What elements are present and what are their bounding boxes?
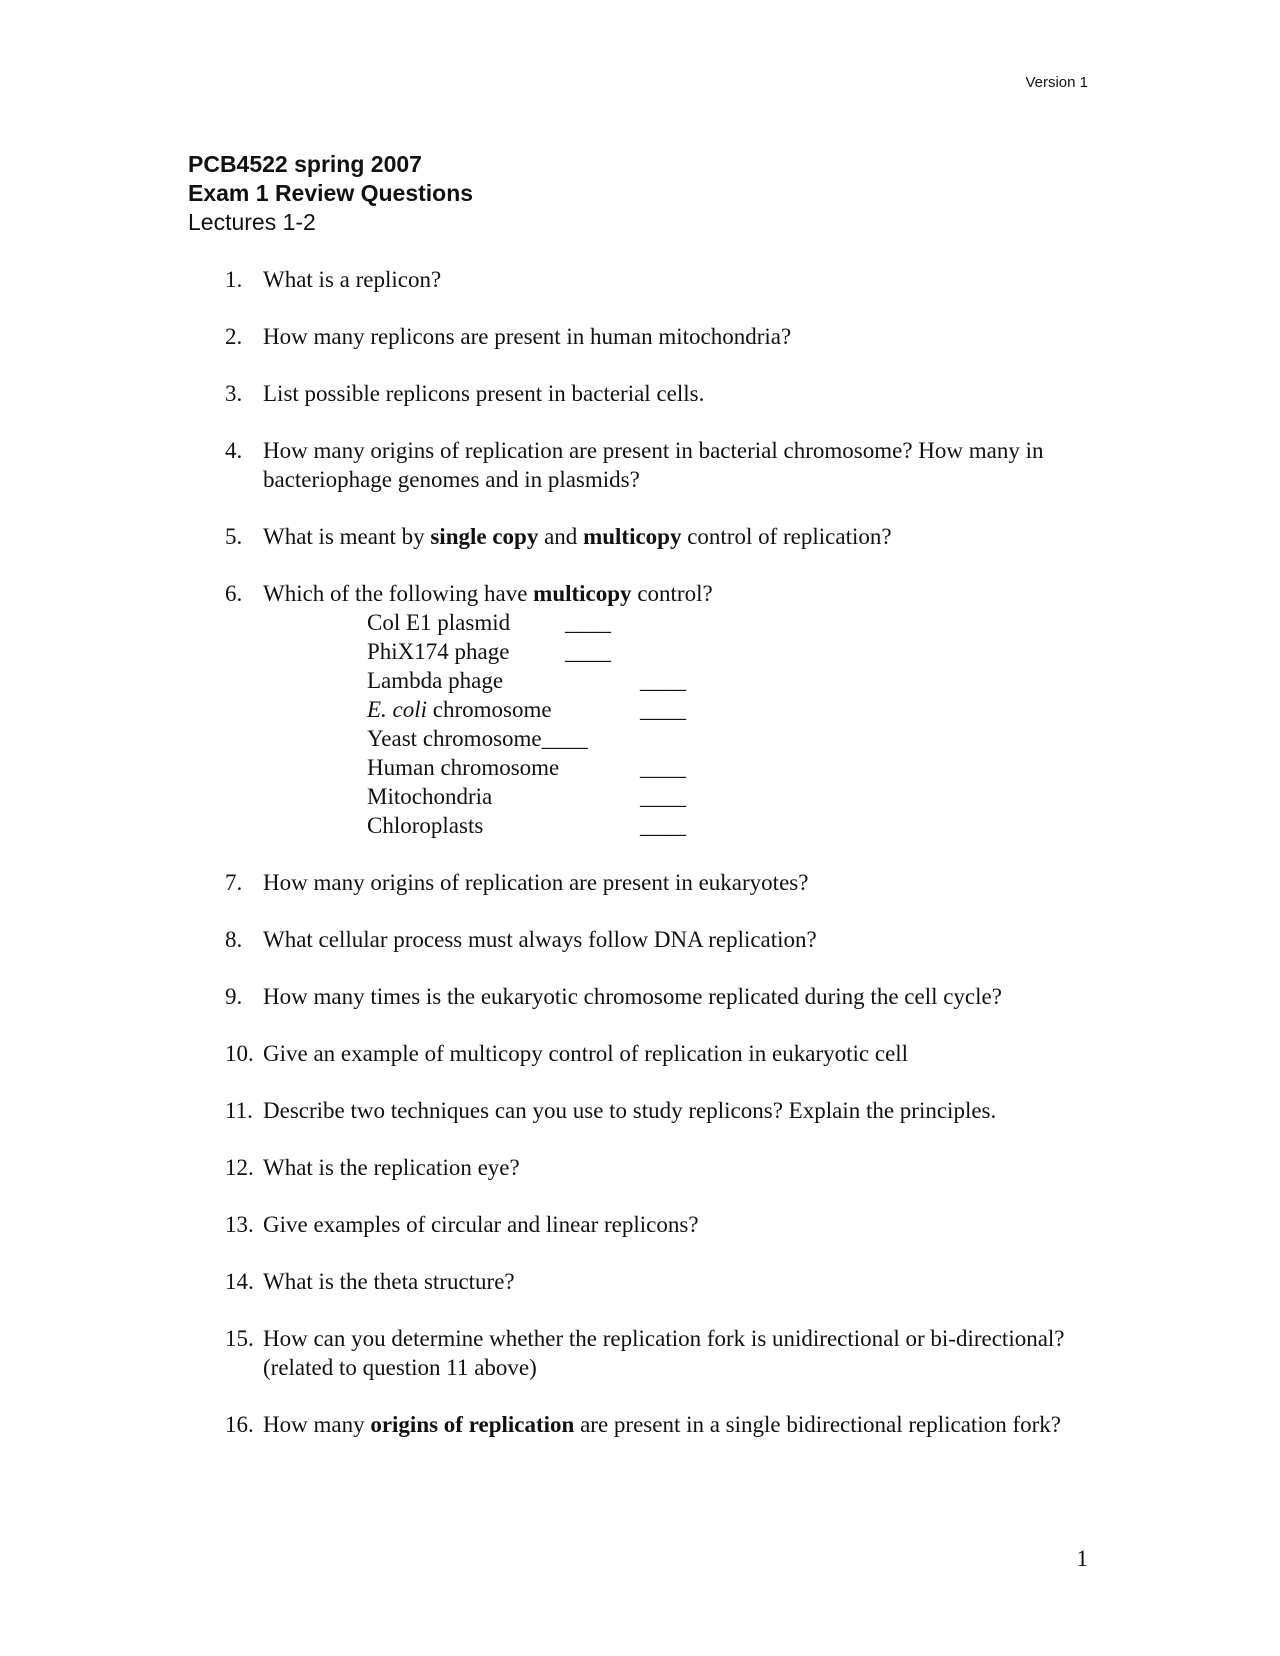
answer-blank: ____ bbox=[565, 610, 611, 635]
option-row bbox=[367, 666, 1088, 695]
answer-blank: ____ bbox=[541, 726, 588, 751]
question-number: 15. bbox=[225, 1326, 254, 1351]
option-label-italic: E. coli bbox=[367, 697, 428, 722]
option-row bbox=[367, 608, 1088, 637]
answer-blank: ____ bbox=[640, 697, 686, 722]
option-row bbox=[367, 724, 1088, 753]
question-number: 11. bbox=[225, 1098, 253, 1123]
bold-term: multicopy bbox=[533, 581, 632, 606]
option-row bbox=[367, 637, 1088, 666]
exam-title: Exam 1 Review Questions bbox=[188, 180, 474, 206]
course-title: PCB4522 spring 2007 bbox=[188, 151, 422, 177]
question-12 bbox=[188, 1153, 1088, 1182]
option-label: chromosome bbox=[427, 697, 552, 722]
question-15 bbox=[188, 1324, 1088, 1382]
question-number: 6. bbox=[225, 581, 243, 606]
question-text-part: What is meant by bbox=[263, 524, 431, 549]
question-number: 7. bbox=[225, 870, 243, 895]
question-text: How many origins of replication are present in eukaryotes? bbox=[263, 870, 809, 895]
question-text: List possible replicons present in bacterial cells. bbox=[263, 381, 705, 406]
bold-term: multicopy bbox=[583, 524, 682, 549]
question-text: Give an example of multicopy control of replication in eukaryotic cell bbox=[263, 1041, 909, 1066]
version-label: Version 1 bbox=[1025, 74, 1088, 91]
page-number: 1 bbox=[1076, 1546, 1088, 1571]
question-number: 9. bbox=[225, 984, 243, 1009]
question-number: 4. bbox=[225, 438, 243, 463]
question-14 bbox=[188, 1267, 1088, 1296]
question-10 bbox=[188, 1039, 1088, 1068]
question-text: Give examples of circular and linear replicons? bbox=[263, 1212, 699, 1237]
question-text-part: control? bbox=[631, 581, 713, 606]
question-text: How many origins of replication are present in bacterial chromosome? How many in bacteriophage genomes and in plasmids? bbox=[263, 438, 1044, 492]
option-label: Yeast chromosome bbox=[367, 726, 542, 751]
option-list bbox=[263, 608, 1088, 840]
question-text: What is the replication eye? bbox=[263, 1155, 520, 1180]
option-row bbox=[367, 811, 1088, 840]
question-11 bbox=[188, 1096, 1088, 1125]
question-text-part: How many bbox=[263, 1412, 371, 1437]
question-number: 3. bbox=[225, 381, 243, 406]
question-2 bbox=[188, 322, 1088, 351]
option-label: Chloroplasts bbox=[367, 813, 484, 838]
question-9 bbox=[188, 982, 1088, 1011]
option-row bbox=[367, 753, 1088, 782]
lectures-subtitle: Lectures 1-2 bbox=[188, 209, 316, 235]
answer-blank: ____ bbox=[565, 639, 611, 664]
question-list bbox=[188, 265, 1088, 1467]
option-label: Lambda phage bbox=[367, 668, 504, 693]
question-6 bbox=[188, 579, 1088, 840]
question-number: 14. bbox=[225, 1269, 254, 1294]
question-5 bbox=[188, 522, 1088, 551]
bold-term: single copy bbox=[430, 524, 539, 549]
question-number: 16. bbox=[225, 1412, 254, 1437]
question-text-part: are present in a single bidirectional replication fork? bbox=[574, 1412, 1061, 1437]
question-number: 13. bbox=[225, 1212, 254, 1237]
question-1 bbox=[188, 265, 1088, 294]
question-3 bbox=[188, 379, 1088, 408]
question-8 bbox=[188, 925, 1088, 954]
question-text: What is a replicon? bbox=[263, 267, 442, 292]
answer-blank: ____ bbox=[640, 784, 686, 809]
question-text: How many times is the eukaryotic chromosome replicated during the cell cycle? bbox=[263, 984, 1002, 1009]
option-label: Col E1 plasmid bbox=[367, 610, 511, 635]
question-number: 2. bbox=[225, 324, 243, 349]
question-7 bbox=[188, 868, 1088, 897]
question-text: How can you determine whether the replication fork is unidirectional or bi-directional? (related to question 11 above) bbox=[263, 1326, 1065, 1380]
option-row bbox=[367, 782, 1088, 811]
question-13 bbox=[188, 1210, 1088, 1239]
option-row bbox=[367, 695, 1088, 724]
question-text-part: control of replication? bbox=[681, 524, 892, 549]
question-16 bbox=[188, 1410, 1088, 1439]
answer-blank: ____ bbox=[640, 813, 686, 838]
question-number: 12. bbox=[225, 1155, 254, 1180]
option-label: PhiX174 phage bbox=[367, 639, 510, 664]
option-label: Human chromosome bbox=[367, 755, 560, 780]
answer-blank: ____ bbox=[640, 668, 686, 693]
question-number: 5. bbox=[225, 524, 243, 549]
question-number: 10. bbox=[225, 1041, 254, 1066]
bold-term: origins of replication bbox=[370, 1412, 575, 1437]
answer-blank: ____ bbox=[640, 755, 686, 780]
question-4 bbox=[188, 436, 1088, 494]
question-text: How many replicons are present in human mitochondria? bbox=[263, 324, 792, 349]
question-text: Describe two techniques can you use to study replicons? Explain the principles. bbox=[263, 1098, 997, 1123]
question-text-part: Which of the following have bbox=[263, 581, 534, 606]
question-text: What is the theta structure? bbox=[263, 1269, 515, 1294]
question-text: What cellular process must always follow DNA replication? bbox=[263, 927, 817, 952]
question-number: 1. bbox=[225, 267, 243, 292]
document-header bbox=[188, 150, 473, 237]
question-number: 8. bbox=[225, 927, 243, 952]
option-label: Mitochondria bbox=[367, 784, 493, 809]
question-text-part: and bbox=[538, 524, 584, 549]
